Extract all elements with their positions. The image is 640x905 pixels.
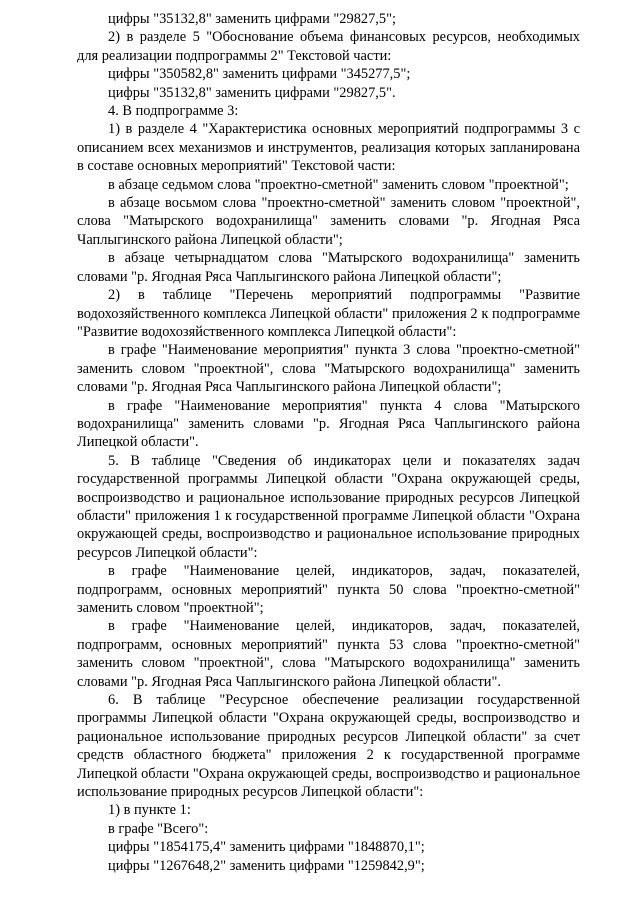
- paragraph: 2) в таблице "Перечень мероприятий подпрограммы "Развитие водохозяйственного комплекса Липецкой области" приложения 2 к подпрограмме "Развитие водохозяйственного комплекса Липецкой области":: [77, 287, 580, 340]
- paragraph: в графе "Наименование мероприятия" пункта 3 слова "проектно-сметной" заменить словом "проектной", слова "Матырского водохранилища" заменить словами "р. Ягодная Ряса Чаплыгинского района Липецкой области";: [77, 342, 580, 396]
- paragraph: цифры "350582,8" заменить цифрами "345277,5";: [108, 66, 411, 83]
- paragraph: в абзаце восьмом слова "проектно-сметной" заменить словом "проектной", слова "Матырского водохранилища" заменить словами "р. Ягодная Ряса Чаплыгинского района Липецкой области";: [77, 195, 580, 248]
- paragraph: 5. В таблице "Сведения об индикаторах цели и показателях задач государственной программы Липецкой области "Охрана окружающей среды, воспроизводство и рациональное использование природных ресурсов Липецкой области" приложения 1 к государственной программе Липецкой области "Охрана окружающей среды, воспроизводство и рациональное использование природных ресурсов Липецкой области":: [77, 452, 580, 561]
- paragraph: цифры "1267648,2" заменить цифрами "1259842,9";: [108, 857, 425, 874]
- paragraph: цифры "1854175,4" заменить цифрами "1848870,1";: [108, 839, 425, 856]
- paragraph: 6. В таблице "Ресурсное обеспечение реализации государственной программы Липецкой области "Охрана окружающей среды, воспроизводство и рациональное использование природных ресурсов Липецкой области" за счет средств областного бюджета" приложения 2 к государственной программе Липецкой области "Охрана окружающей среды, воспроизводство и рациональное использование природных ресурсов Липецкой области":: [77, 692, 580, 801]
- paragraph: 1) в пункте 1:: [108, 802, 191, 819]
- paragraph: в графе "Наименование целей, индикаторов, задач, показателей, подпрограмм, основных мероприятий" пункта 53 слова "проектно-сметной" заменить словом "проектной", слова "Матырского водохранилища" заменить словами "р. Ягодная Ряса Чаплыгинского района Липецкой области".: [77, 618, 580, 690]
- paragraph: в графе "Всего":: [108, 820, 209, 837]
- paragraph: цифры "35132,8" заменить цифрами "29827,5".: [108, 84, 396, 101]
- paragraph: в абзаце седьмом слова "проектно-сметной" заменить словом "проектной";: [108, 176, 569, 193]
- section-heading: 4. В подпрограмме 3:: [108, 103, 239, 120]
- paragraph: в графе "Наименование мероприятия" пункта 4 слова "Матырского водохранилища" заменить словами "р. Ягодная Ряса Чаплыгинского района Липецкой области".: [77, 397, 580, 451]
- paragraph: цифры "35132,8" заменить цифрами "29827,5";: [108, 11, 396, 27]
- paragraph: 2) в разделе 5 "Обоснование объема финансовых ресурсов, необходимых для реализации подпрограммы 2" Текстовой части:: [77, 29, 580, 64]
- paragraph: 1) в разделе 4 "Характеристика основных мероприятий подпрограммы 3 с описанием всех механизмов и инструментов, реализация которых запланирована в составе основных мероприятий" Текстовой части:: [77, 121, 580, 175]
- paragraph: в абзаце четырнадцатом слова "Матырского водохранилища" заменить словами "р. Ягодная Ряса Чаплыгинского района Липецкой области";: [77, 250, 580, 285]
- paragraph: в графе "Наименование целей, индикаторов, задач, показателей, подпрограмм, основных мероприятий" пункта 50 слова "проектно-сметной" заменить словом "проектной";: [77, 563, 580, 616]
